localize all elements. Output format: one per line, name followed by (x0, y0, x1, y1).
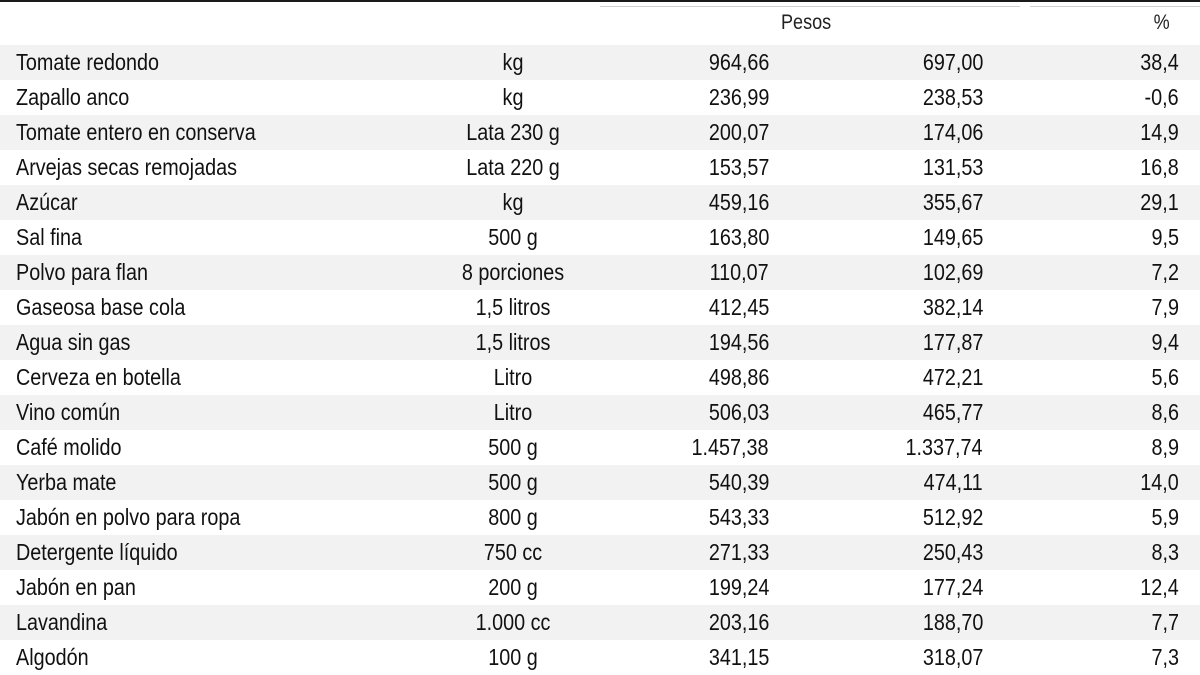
price-current-cell: 543,33 (708, 504, 769, 530)
price-current-cell: 964,66 (708, 49, 769, 75)
table-row (0, 430, 1200, 465)
price-current-cell: 153,57 (708, 154, 769, 180)
price-previous-cell: 472,21 (922, 364, 983, 390)
price-current-cell: 110,07 (709, 259, 769, 285)
unit-cell: Litro (493, 364, 533, 390)
product-name-cell: Lavandina (16, 609, 108, 635)
table-row (0, 395, 1200, 430)
unit-cell: Lata 220 g (466, 154, 560, 180)
price-previous-cell: 177,24 (922, 574, 983, 600)
price-current-cell: 163,80 (708, 224, 769, 250)
unit-cell: Litro (493, 399, 533, 425)
table-row (0, 45, 1200, 80)
table-row (0, 115, 1200, 150)
unit-cell: kg (502, 189, 524, 215)
price-previous-cell: 177,87 (922, 329, 983, 355)
percent-change-cell: 8,9 (1151, 434, 1179, 460)
percent-header-rule (1030, 6, 1200, 7)
unit-cell: kg (502, 84, 524, 110)
percent-change-cell: 8,3 (1151, 539, 1179, 565)
table-row (0, 500, 1200, 535)
table-body (0, 45, 1200, 675)
product-name-cell: Azúcar (16, 189, 78, 215)
price-current-cell: 1.457,38 (692, 434, 769, 460)
percent-change-cell: 7,2 (1151, 259, 1179, 285)
table-row (0, 150, 1200, 185)
table-row (0, 80, 1200, 115)
unit-cell: 100 g (488, 644, 538, 670)
price-previous-cell: 131,53 (922, 154, 983, 180)
price-previous-cell: 238,53 (922, 84, 983, 110)
table-row (0, 325, 1200, 360)
product-name-cell: Arvejas secas remojadas (16, 154, 237, 180)
price-previous-cell: 697,00 (922, 49, 983, 75)
table-row (0, 290, 1200, 325)
percent-change-cell: 29,1 (1140, 189, 1179, 215)
table-row (0, 640, 1200, 675)
product-name-cell: Café molido (16, 434, 122, 460)
table-row (0, 220, 1200, 255)
price-current-cell: 459,16 (708, 189, 769, 215)
price-current-cell: 498,86 (708, 364, 769, 390)
unit-cell: Lata 230 g (466, 119, 560, 145)
percent-change-cell: 7,7 (1151, 609, 1179, 635)
product-name-cell: Vino común (16, 399, 121, 425)
table-header (0, 2, 1200, 44)
price-previous-cell: 149,65 (922, 224, 983, 250)
product-name-cell: Agua sin gas (16, 329, 131, 355)
percent-change-cell: 7,3 (1151, 644, 1179, 670)
percent-change-cell: 38,4 (1140, 49, 1179, 75)
price-previous-cell: 318,07 (922, 644, 983, 670)
product-name-cell: Sal fina (16, 224, 82, 250)
price-current-cell: 341,15 (708, 644, 769, 670)
unit-cell: 800 g (488, 504, 538, 530)
percent-change-cell: 7,9 (1151, 294, 1179, 320)
table-row (0, 605, 1200, 640)
table-row (0, 185, 1200, 220)
price-previous-cell: 188,70 (922, 609, 983, 635)
percent-change-cell: 5,9 (1151, 504, 1179, 530)
product-name-cell: Detergente líquido (16, 539, 178, 565)
product-name-cell: Algodón (16, 644, 89, 670)
percent-change-cell: 9,5 (1151, 224, 1179, 250)
price-current-cell: 540,39 (708, 469, 769, 495)
product-name-cell: Jabón en polvo para ropa (16, 504, 241, 530)
pesos-header: Pesos (781, 11, 832, 34)
product-name-cell: Jabón en pan (16, 574, 136, 600)
price-previous-cell: 355,67 (922, 189, 983, 215)
price-current-cell: 199,24 (708, 574, 769, 600)
price-current-cell: 194,56 (708, 329, 769, 355)
product-name-cell: Cerveza en botella (16, 364, 181, 390)
price-current-cell: 203,16 (708, 609, 769, 635)
percent-change-cell: 16,8 (1140, 154, 1179, 180)
price-previous-cell: 382,14 (922, 294, 983, 320)
price-current-cell: 506,03 (708, 399, 769, 425)
percent-change-cell: 8,6 (1151, 399, 1179, 425)
table-row (0, 535, 1200, 570)
table-row (0, 360, 1200, 395)
percent-change-cell: 12,4 (1140, 574, 1179, 600)
price-previous-cell: 465,77 (922, 399, 983, 425)
price-previous-cell: 1.337,74 (906, 434, 983, 460)
product-name-cell: Polvo para flan (16, 259, 148, 285)
unit-cell: 1,5 litros (475, 329, 551, 355)
price-current-cell: 200,07 (708, 119, 769, 145)
percent-change-cell: 14,9 (1140, 119, 1179, 145)
table-row (0, 570, 1200, 605)
product-name-cell: Tomate entero en conserva (16, 119, 256, 145)
unit-cell: 750 cc (483, 539, 543, 565)
price-previous-cell: 512,92 (922, 504, 983, 530)
percent-change-cell: 9,4 (1151, 329, 1179, 355)
unit-cell: 500 g (488, 469, 538, 495)
price-previous-cell: 174,06 (922, 119, 983, 145)
percent-change-cell: -0,6 (1144, 84, 1179, 110)
product-name-cell: Gaseosa base cola (16, 294, 186, 320)
unit-cell: 1.000 cc (475, 609, 551, 635)
price-current-cell: 236,99 (708, 84, 769, 110)
pesos-header-rule (600, 6, 1020, 7)
product-name-cell: Zapallo anco (16, 84, 130, 110)
table-row (0, 465, 1200, 500)
unit-cell: 8 porciones (461, 259, 565, 285)
price-previous-cell: 102,69 (922, 259, 983, 285)
percent-change-cell: 5,6 (1151, 364, 1179, 390)
percent-header: % (1153, 11, 1170, 34)
unit-cell: 500 g (488, 434, 538, 460)
price-current-cell: 271,33 (708, 539, 769, 565)
product-name-cell: Yerba mate (16, 469, 117, 495)
unit-cell: 200 g (488, 574, 538, 600)
price-current-cell: 412,45 (708, 294, 769, 320)
price-previous-cell: 250,43 (922, 539, 983, 565)
unit-cell: kg (502, 49, 524, 75)
unit-cell: 500 g (488, 224, 538, 250)
unit-cell: 1,5 litros (475, 294, 551, 320)
product-name-cell: Tomate redondo (16, 49, 159, 75)
percent-change-cell: 14,0 (1140, 469, 1179, 495)
price-previous-cell: 474,11 (923, 469, 983, 495)
table-row (0, 255, 1200, 290)
